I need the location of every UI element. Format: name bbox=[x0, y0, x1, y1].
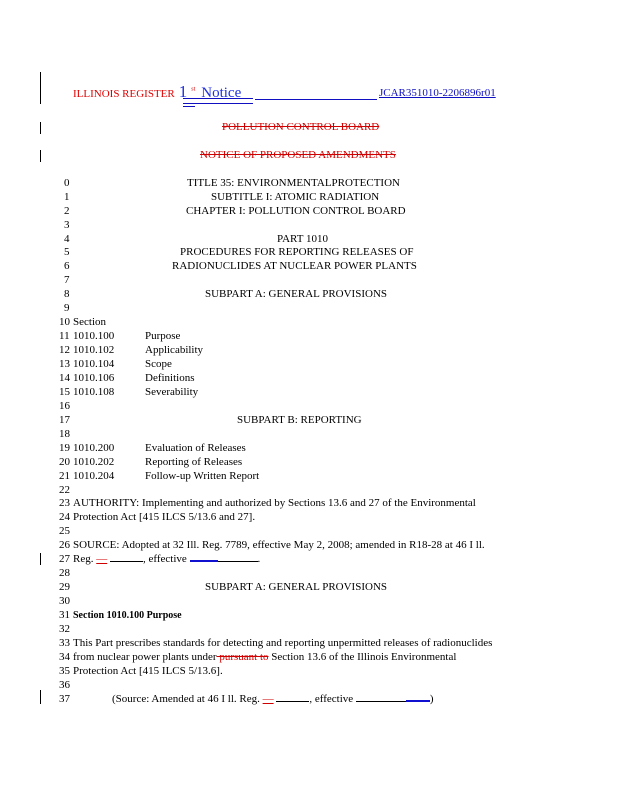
line-number: 36 bbox=[59, 679, 70, 691]
body-text-cont bbox=[73, 651, 456, 664]
line-number: 22 bbox=[59, 484, 70, 496]
subpart-a-heading: SUBPART A: GENERAL PROVISIONS bbox=[205, 288, 387, 300]
line-number: 26 bbox=[59, 539, 70, 551]
line-number: 29 bbox=[59, 581, 70, 593]
close-paren: ) bbox=[429, 693, 434, 705]
line-number: 27 bbox=[59, 553, 70, 565]
body-text-part: from nuclear power plants under bbox=[73, 651, 217, 663]
toc-section-number: 1010.204 bbox=[73, 470, 115, 482]
line-number: 0 bbox=[64, 177, 70, 189]
line-number: 24 bbox=[59, 511, 70, 523]
line-number: 13 bbox=[59, 358, 70, 370]
change-bar bbox=[40, 150, 41, 162]
change-bar bbox=[40, 553, 41, 565]
toc-section-title: Scope bbox=[145, 358, 172, 370]
line-number: 6 bbox=[64, 260, 70, 272]
line-number: 37 bbox=[59, 693, 70, 705]
toc-section-number: 1010.104 bbox=[73, 358, 115, 370]
line-number: 5 bbox=[64, 246, 70, 258]
line-number: 20 bbox=[59, 456, 70, 468]
inserted-dash: — bbox=[96, 553, 108, 565]
toc-section-title: Purpose bbox=[145, 330, 181, 342]
toc-section-number: 1010.200 bbox=[73, 442, 115, 454]
header-double-underline bbox=[183, 98, 253, 104]
document-id: JCAR351010-2206896r01 bbox=[379, 87, 496, 99]
subpart-a-heading-repeat: SUBPART A: GENERAL PROVISIONS bbox=[205, 581, 387, 593]
line-number: 21 bbox=[59, 470, 70, 482]
source-text: SOURCE: Adopted at 32 Ill. Reg. 7789, effective May 2, 2008; amended in R18-28 at 46 I ll. bbox=[73, 539, 485, 551]
toc-section-number: 1010.100 bbox=[73, 330, 115, 342]
agency-name: POLLUTION CONTROL BOARD bbox=[222, 121, 380, 133]
source-reg-label: Reg. bbox=[73, 553, 94, 565]
body-text-end: Protection Act [415 ILCS 5/13.6]. bbox=[73, 665, 223, 677]
subtitle-line: SUBTITLE I: ATOMIC RADIATION bbox=[211, 191, 380, 203]
toc-section-title: Severability bbox=[145, 386, 199, 398]
period: . bbox=[257, 553, 261, 565]
line-number: 30 bbox=[59, 595, 70, 607]
line-number: 31 bbox=[59, 609, 70, 621]
toc-section-number: 1010.108 bbox=[73, 386, 115, 398]
line-number: 33 bbox=[59, 637, 70, 649]
line-number: 35 bbox=[59, 665, 70, 677]
blank-line bbox=[276, 701, 309, 702]
line-number: 17 bbox=[59, 414, 70, 426]
change-bar bbox=[40, 122, 41, 134]
toc-section-title: Reporting of Releases bbox=[145, 456, 243, 468]
blank-line bbox=[110, 561, 143, 562]
toc-section-title: Follow-up Written Report bbox=[145, 470, 260, 482]
part-title-line-1: PROCEDURES FOR REPORTING RELEASES OF bbox=[180, 246, 414, 258]
blank-line bbox=[356, 701, 406, 702]
notice-type: NOTICE OF PROPOSED AMENDMENTS bbox=[200, 149, 396, 161]
line-number: 16 bbox=[59, 400, 70, 412]
authority-text-cont: Protection Act [415 ILCS 5/13.6 and 27]. bbox=[73, 511, 256, 523]
line-number: 12 bbox=[59, 344, 70, 356]
line-number: 1 bbox=[64, 191, 70, 203]
body-text-part: Section 13.6 of the Illinois Environmental bbox=[268, 651, 457, 663]
line-number: 19 bbox=[59, 442, 70, 454]
chapter-line: CHAPTER I: POLLUTION CONTROL BOARD bbox=[186, 205, 406, 217]
section-label: Section bbox=[73, 316, 106, 328]
section-heading: Section 1010.100 Purpose bbox=[73, 610, 182, 621]
source-note-effective: , effective bbox=[309, 693, 354, 705]
source-effective-label: , effective bbox=[142, 553, 187, 565]
inserted-blank bbox=[406, 700, 430, 702]
toc-section-number: 1010.106 bbox=[73, 372, 115, 384]
part-title-line-2: RADIONUCLIDES AT NUCLEAR POWER PLANTS bbox=[172, 260, 417, 272]
line-number: 11 bbox=[59, 330, 70, 342]
line-number: 10 bbox=[59, 316, 70, 328]
toc-section-number: 1010.102 bbox=[73, 344, 115, 356]
blank-line bbox=[218, 561, 258, 562]
source-text-cont bbox=[73, 553, 260, 566]
line-number: 4 bbox=[64, 233, 70, 245]
change-bar bbox=[40, 690, 41, 704]
line-number: 9 bbox=[64, 302, 70, 314]
header-underline-short bbox=[183, 106, 195, 107]
line-number: 32 bbox=[59, 623, 70, 635]
deleted-text: pursuant to bbox=[216, 651, 269, 663]
line-number: 2 bbox=[64, 205, 70, 217]
line-number: 8 bbox=[64, 288, 70, 300]
line-number: 34 bbox=[59, 651, 70, 663]
line-number: 15 bbox=[59, 386, 70, 398]
change-bar bbox=[40, 72, 41, 104]
page-number-suffix: st bbox=[191, 86, 196, 93]
toc-section-title: Applicability bbox=[145, 344, 204, 356]
part-line: PART 1010 bbox=[277, 233, 328, 245]
toc-section-number: 1010.202 bbox=[73, 456, 115, 468]
header-underline bbox=[255, 99, 377, 100]
toc-section-title: Definitions bbox=[145, 372, 195, 384]
line-number: 23 bbox=[59, 497, 70, 509]
line-number: 3 bbox=[64, 219, 70, 231]
line-number: 25 bbox=[59, 525, 70, 537]
subpart-b-heading: SUBPART B: REPORTING bbox=[237, 414, 362, 426]
toc-section-title: Evaluation of Releases bbox=[145, 442, 246, 454]
notice-label: Notice bbox=[201, 85, 242, 101]
authority-text: AUTHORITY: Implementing and authorized by Sections 13.6 and 27 of the Environmental bbox=[73, 497, 476, 509]
body-text: This Part prescribes standards for detecting and reporting unpermitted releases of radionuclides bbox=[73, 637, 493, 649]
register-label: ILLINOIS REGISTER bbox=[73, 88, 175, 100]
line-number: 7 bbox=[64, 274, 70, 286]
source-note bbox=[112, 693, 434, 706]
line-number: 28 bbox=[59, 567, 70, 579]
source-note-text: (Source: Amended at 46 I ll. Reg. bbox=[112, 693, 260, 705]
page-number: 1 bbox=[178, 82, 188, 101]
line-number: 18 bbox=[59, 428, 70, 440]
inserted-blank bbox=[190, 560, 218, 562]
line-number: 14 bbox=[59, 372, 70, 384]
inserted-dash: — bbox=[262, 693, 274, 705]
title-line: TITLE 35: ENVIRONMENTALPROTECTION bbox=[187, 177, 400, 189]
